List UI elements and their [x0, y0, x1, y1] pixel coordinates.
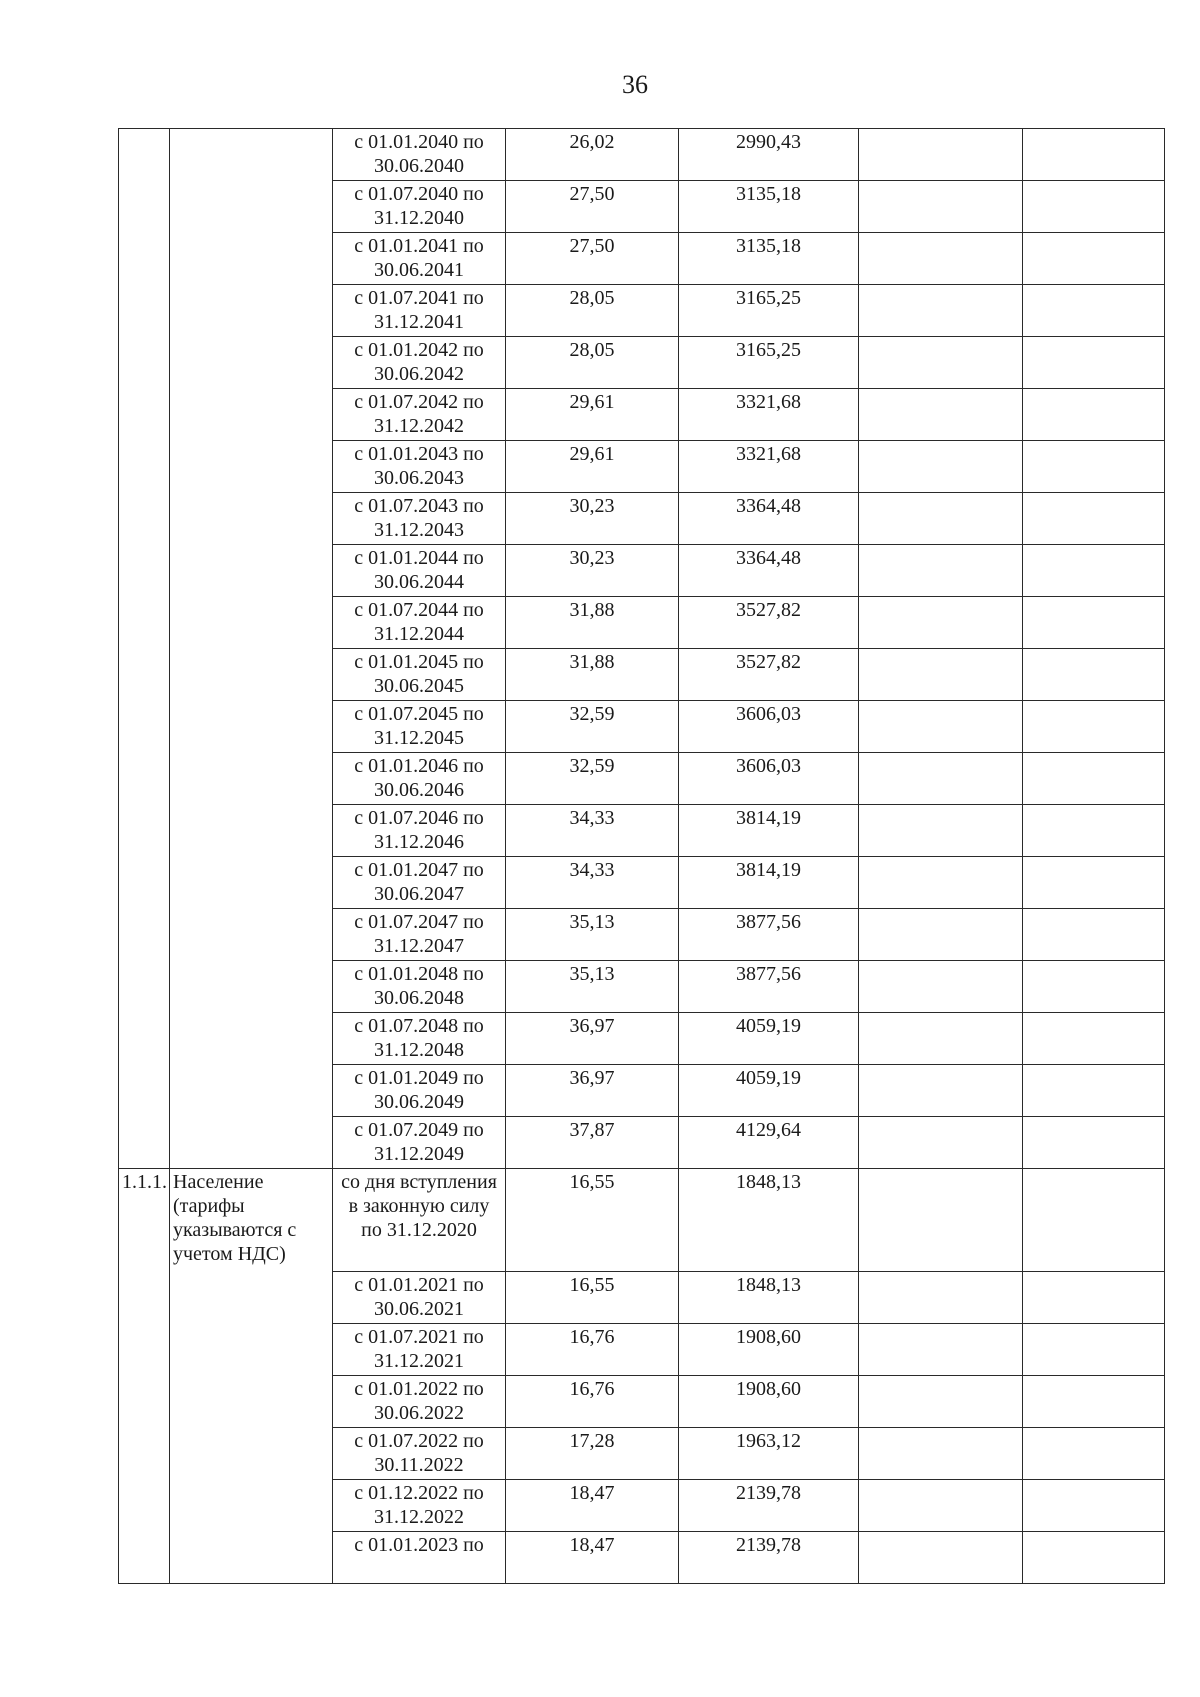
empty-cell	[859, 493, 1023, 545]
period-cell: с 01.12.2022 по 31.12.2022	[333, 1480, 506, 1532]
tariff-value-cell: 16,55	[506, 1169, 679, 1272]
tariff-value-cell: 3606,03	[679, 753, 859, 805]
empty-cell	[1023, 1169, 1165, 1272]
tariff-value-cell: 2990,43	[679, 129, 859, 181]
empty-cell	[859, 805, 1023, 857]
tariff-value-cell: 16,76	[506, 1324, 679, 1376]
tariff-value-cell: 17,28	[506, 1428, 679, 1480]
period-cell: с 01.01.2043 по 30.06.2043	[333, 441, 506, 493]
empty-cell	[859, 753, 1023, 805]
tariff-value-cell: 30,23	[506, 493, 679, 545]
tariff-value-cell: 3321,68	[679, 389, 859, 441]
empty-cell	[1023, 1117, 1165, 1169]
period-cell: с 01.07.2048 по 31.12.2048	[333, 1013, 506, 1065]
tariff-value-cell: 26,02	[506, 129, 679, 181]
tariff-value-cell: 3364,48	[679, 545, 859, 597]
period-cell: с 01.01.2042 по 30.06.2042	[333, 337, 506, 389]
consumer-group-cell	[170, 129, 333, 1169]
empty-cell	[1023, 389, 1165, 441]
period-cell: с 01.07.2044 по 31.12.2044	[333, 597, 506, 649]
tariff-value-cell: 4059,19	[679, 1065, 859, 1117]
period-cell: с 01.01.2023 по	[333, 1532, 506, 1584]
period-cell: с 01.07.2049 по 31.12.2049	[333, 1117, 506, 1169]
tariff-value-cell: 1963,12	[679, 1428, 859, 1480]
empty-cell	[1023, 753, 1165, 805]
tariff-value-cell: 3364,48	[679, 493, 859, 545]
empty-cell	[859, 701, 1023, 753]
tariff-value-cell: 3527,82	[679, 597, 859, 649]
tariff-value-cell: 16,76	[506, 1376, 679, 1428]
tariff-value-cell: 3321,68	[679, 441, 859, 493]
empty-cell	[1023, 1272, 1165, 1324]
empty-cell	[859, 233, 1023, 285]
tariff-value-cell: 34,33	[506, 805, 679, 857]
empty-cell	[1023, 493, 1165, 545]
tariff-value-cell: 37,87	[506, 1117, 679, 1169]
empty-cell	[859, 441, 1023, 493]
period-cell: с 01.07.2047 по 31.12.2047	[333, 909, 506, 961]
period-cell: с 01.07.2042 по 31.12.2042	[333, 389, 506, 441]
tariff-value-cell: 3135,18	[679, 181, 859, 233]
tariff-value-cell: 31,88	[506, 649, 679, 701]
empty-cell	[1023, 1013, 1165, 1065]
tariff-value-cell: 3165,25	[679, 337, 859, 389]
tariff-value-cell: 27,50	[506, 181, 679, 233]
table-row	[119, 1169, 1165, 1272]
period-cell: с 01.01.2021 по 30.06.2021	[333, 1272, 506, 1324]
empty-cell	[859, 1480, 1023, 1532]
empty-cell	[1023, 285, 1165, 337]
tariff-value-cell: 32,59	[506, 753, 679, 805]
tariff-value-cell: 31,88	[506, 597, 679, 649]
empty-cell	[859, 1065, 1023, 1117]
period-cell: с 01.01.2045 по 30.06.2045	[333, 649, 506, 701]
tariff-value-cell: 3814,19	[679, 805, 859, 857]
empty-cell	[1023, 1480, 1165, 1532]
tariff-value-cell: 4129,64	[679, 1117, 859, 1169]
empty-cell	[1023, 649, 1165, 701]
empty-cell	[1023, 1376, 1165, 1428]
tariff-value-cell: 2139,78	[679, 1532, 859, 1584]
tariff-value-cell: 28,05	[506, 337, 679, 389]
empty-cell	[1023, 337, 1165, 389]
tariff-value-cell: 1908,60	[679, 1376, 859, 1428]
period-cell: с 01.07.2046 по 31.12.2046	[333, 805, 506, 857]
period-cell: со дня вступления в законную силу по 31.12.2020	[333, 1169, 506, 1272]
tariff-value-cell: 29,61	[506, 441, 679, 493]
tariff-value-cell: 36,97	[506, 1065, 679, 1117]
tariff-value-cell: 3606,03	[679, 701, 859, 753]
period-cell: с 01.07.2022 по 30.11.2022	[333, 1428, 506, 1480]
tariff-value-cell: 3877,56	[679, 909, 859, 961]
period-cell: с 01.07.2043 по 31.12.2043	[333, 493, 506, 545]
empty-cell	[1023, 1532, 1165, 1584]
empty-cell	[1023, 181, 1165, 233]
empty-cell	[859, 545, 1023, 597]
tariff-value-cell: 18,47	[506, 1480, 679, 1532]
tariff-value-cell: 3814,19	[679, 857, 859, 909]
empty-cell	[859, 961, 1023, 1013]
consumer-group-cell: Население (тарифы указываются с учетом НДС)	[170, 1169, 333, 1584]
page-number: 36	[622, 70, 648, 99]
empty-cell	[859, 181, 1023, 233]
tariff-value-cell: 3527,82	[679, 649, 859, 701]
tariff-value-cell: 32,59	[506, 701, 679, 753]
tariff-value-cell: 27,50	[506, 233, 679, 285]
tariff-value-cell: 1908,60	[679, 1324, 859, 1376]
tariff-table-body	[119, 129, 1165, 1584]
empty-cell	[859, 909, 1023, 961]
empty-cell	[1023, 233, 1165, 285]
empty-cell	[859, 649, 1023, 701]
empty-cell	[1023, 1324, 1165, 1376]
period-cell: с 01.07.2021 по 31.12.2021	[333, 1324, 506, 1376]
empty-cell	[1023, 1065, 1165, 1117]
empty-cell	[859, 389, 1023, 441]
tariff-value-cell: 3135,18	[679, 233, 859, 285]
tariff-value-cell: 3165,25	[679, 285, 859, 337]
empty-cell	[859, 857, 1023, 909]
empty-cell	[859, 1532, 1023, 1584]
empty-cell	[859, 337, 1023, 389]
period-cell: с 01.07.2040 по 31.12.2040	[333, 181, 506, 233]
empty-cell	[1023, 129, 1165, 181]
tariff-value-cell: 1848,13	[679, 1272, 859, 1324]
tariff-value-cell: 28,05	[506, 285, 679, 337]
empty-cell	[859, 1117, 1023, 1169]
period-cell: с 01.01.2022 по 30.06.2022	[333, 1376, 506, 1428]
period-cell: с 01.01.2048 по 30.06.2048	[333, 961, 506, 1013]
period-cell: с 01.01.2047 по 30.06.2047	[333, 857, 506, 909]
empty-cell	[859, 1428, 1023, 1480]
section-number-cell: 1.1.1.	[119, 1169, 170, 1584]
empty-cell	[1023, 441, 1165, 493]
empty-cell	[859, 1013, 1023, 1065]
section-number-cell	[119, 129, 170, 1169]
tariff-value-cell: 18,47	[506, 1532, 679, 1584]
empty-cell	[1023, 545, 1165, 597]
period-cell: с 01.01.2049 по 30.06.2049	[333, 1065, 506, 1117]
empty-cell	[859, 1169, 1023, 1272]
empty-cell	[859, 285, 1023, 337]
tariff-value-cell: 29,61	[506, 389, 679, 441]
period-cell: с 01.07.2041 по 31.12.2041	[333, 285, 506, 337]
empty-cell	[859, 1272, 1023, 1324]
empty-cell	[859, 1324, 1023, 1376]
empty-cell	[1023, 805, 1165, 857]
period-cell: с 01.07.2045 по 31.12.2045	[333, 701, 506, 753]
empty-cell	[1023, 701, 1165, 753]
tariff-value-cell: 2139,78	[679, 1480, 859, 1532]
empty-cell	[1023, 909, 1165, 961]
empty-cell	[859, 129, 1023, 181]
tariff-value-cell: 4059,19	[679, 1013, 859, 1065]
empty-cell	[1023, 597, 1165, 649]
tariff-value-cell: 34,33	[506, 857, 679, 909]
empty-cell	[1023, 1428, 1165, 1480]
period-cell: с 01.01.2046 по 30.06.2046	[333, 753, 506, 805]
table-row	[119, 129, 1165, 181]
period-cell: с 01.01.2041 по 30.06.2041	[333, 233, 506, 285]
tariff-value-cell: 1848,13	[679, 1169, 859, 1272]
period-cell: с 01.01.2044 по 30.06.2044	[333, 545, 506, 597]
tariff-value-cell: 30,23	[506, 545, 679, 597]
empty-cell	[1023, 961, 1165, 1013]
tariff-value-cell: 35,13	[506, 961, 679, 1013]
tariff-value-cell: 16,55	[506, 1272, 679, 1324]
empty-cell	[859, 1376, 1023, 1428]
tariff-value-cell: 36,97	[506, 1013, 679, 1065]
empty-cell	[859, 597, 1023, 649]
empty-cell	[1023, 857, 1165, 909]
period-cell: с 01.01.2040 по 30.06.2040	[333, 129, 506, 181]
tariff-table	[118, 128, 1165, 1584]
tariff-value-cell: 3877,56	[679, 961, 859, 1013]
tariff-value-cell: 35,13	[506, 909, 679, 961]
